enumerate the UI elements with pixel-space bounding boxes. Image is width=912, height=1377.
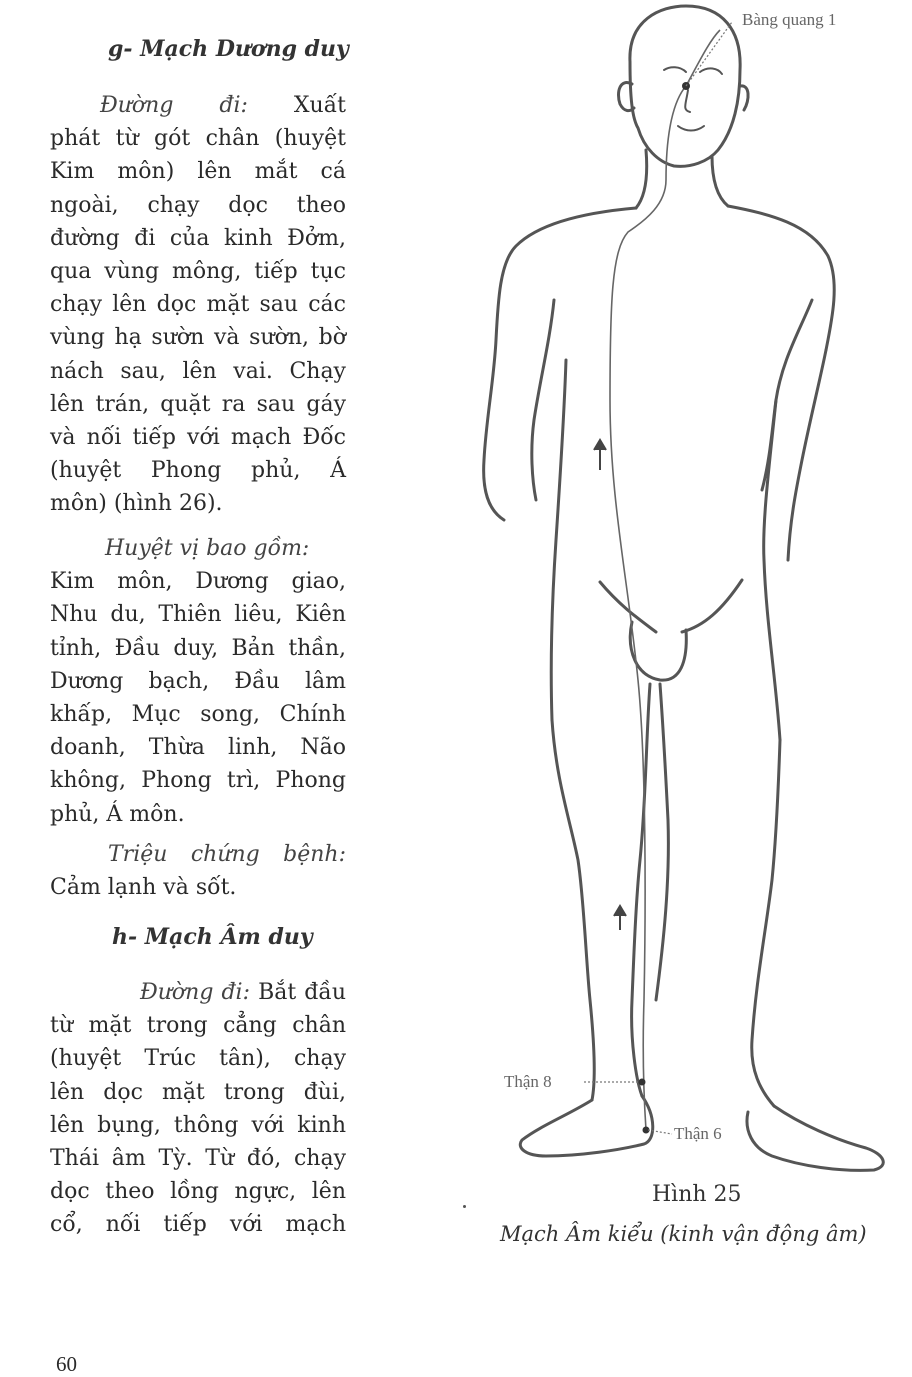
text-line: Thái âm Tỳ. Từ đó, chạy <box>50 1146 346 1172</box>
text-line: (huyệt Trúc tân), chạy <box>50 1046 346 1072</box>
points-lead: Huyệt vị bao gồm: <box>105 536 310 561</box>
text-line: Kim môn, Dương giao, <box>50 569 346 595</box>
path-lead: Đường đi: <box>100 93 248 118</box>
text-line: đường đi của kinh Đởm, <box>50 225 346 251</box>
text-line: cổ, nối tiếp với mạch <box>50 1212 346 1238</box>
path-lead: Đường đi: <box>140 980 251 1005</box>
text-line: tỉnh, Đầu duy, Bản thần, <box>50 635 346 661</box>
text-line: lên trán, quặt ra sau gáy <box>50 391 346 417</box>
text-line: Cảm lạnh và sốt. <box>50 875 237 901</box>
text-line <box>50 838 346 871</box>
section-g-path-paragraph <box>50 89 346 521</box>
text-line: nách sau, lên vai. Chạy <box>50 358 346 384</box>
section-g-points-paragraph <box>50 532 346 831</box>
text-line: dọc theo lồng ngực, lên <box>50 1179 346 1205</box>
text-line: Kim môn) lên mắt cá <box>50 159 346 185</box>
text-line: và nối tiếp với mạch Đốc <box>50 425 346 451</box>
section-g-symptoms-paragraph <box>50 838 346 904</box>
text-line: vùng hạ sườn và sườn, bờ <box>50 325 346 351</box>
text-line: lên bụng, thông với kinh <box>50 1112 346 1138</box>
text-line: doanh, Thừa linh, Não <box>50 735 346 761</box>
text-line: Nhu du, Thiên liêu, Kiên <box>50 602 346 628</box>
page-number: 60 <box>56 1352 77 1376</box>
label-than-6: Thận 6 <box>674 1124 722 1143</box>
text-line: (huyệt Phong phủ, Á <box>50 458 346 484</box>
text-line: không, Phong trì, Phong <box>50 768 346 794</box>
figure-caption-subtitle: Mạch Âm kiểu (kinh vận động âm) <box>500 1222 867 1246</box>
text-line: Dương bạch, Đầu lâm <box>50 668 346 694</box>
text-line: lên dọc mặt trong đùi, <box>50 1079 346 1105</box>
text-line: chạy lên dọc mặt sau các <box>50 292 346 318</box>
text-line: ngoài, chạy dọc theo <box>50 192 346 218</box>
stray-mark <box>463 1205 466 1208</box>
text-line: phủ, Á môn. <box>50 801 185 827</box>
text-line: Đường đi: Bắt đầu <box>140 980 346 1005</box>
label-than-8: Thận 8 <box>504 1072 552 1091</box>
section-h-heading: h- Mạch Âm duy <box>112 924 313 950</box>
text-line <box>50 532 346 565</box>
human-body-outline <box>460 0 912 1180</box>
figure-caption-title: Hình 25 <box>652 1182 742 1207</box>
symptoms-lead: Triệu chứng bệnh: <box>108 842 346 867</box>
text-line: khấp, Mục song, Chính <box>50 702 346 728</box>
anatomical-figure <box>460 0 912 1180</box>
section-h-path-paragraph <box>50 976 346 1242</box>
text-line: Đường đi: Xuất <box>100 93 347 118</box>
text-line: từ mặt trong cẳng chân <box>50 1013 346 1039</box>
label-bang-quang: Bàng quang 1 <box>742 10 837 29</box>
section-g-heading: g- Mạch Dương duy <box>108 36 349 62</box>
text-line: qua vùng mông, tiếp tục <box>50 259 346 285</box>
text-line: môn) (hình 26). <box>50 491 223 517</box>
text-line: phát từ gót chân (huyệt <box>50 126 346 152</box>
